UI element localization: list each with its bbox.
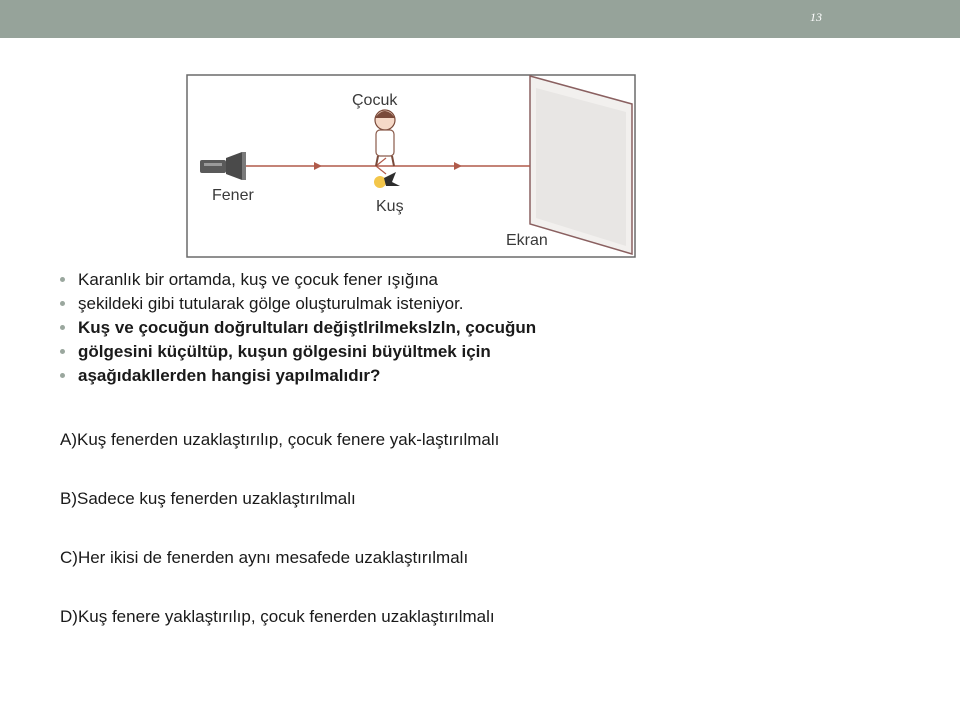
bullet-dot — [60, 325, 65, 330]
bullet-dot — [60, 301, 65, 306]
shadow-figure — [186, 74, 636, 259]
question-line: gölgesini küçültüp, kuşun gölgesini büyültmek için — [58, 340, 536, 364]
option-c[interactable]: C)Her ikisi de fenerden aynı mesafede uzaklaştırılmalı — [60, 548, 469, 567]
question-line: aşağıdakIlerden hangisi yapılmalıdır? — [58, 364, 536, 388]
header-bar — [0, 0, 960, 38]
question-text — [58, 268, 536, 388]
label-flashlight: Fener — [212, 187, 254, 204]
label-child: Çocuk — [352, 92, 398, 109]
slide-number: 13 — [810, 10, 822, 24]
label-screen: Ekran — [506, 232, 548, 249]
figure-drawing — [186, 74, 636, 259]
label-bird: Kuş — [376, 198, 404, 215]
option-a[interactable]: A)Kuş fenerden uzaklaştırılıp, çocuk fenere yak-laştırılmalı — [60, 430, 500, 449]
question-line: Kuş ve çocuğun doğrultuları değiştlrilmekslzln, çocuğun — [58, 316, 536, 340]
bullet-dot — [60, 277, 65, 282]
bullet-dot — [60, 349, 65, 354]
option-d[interactable]: D)Kuş fenere yaklaştırılıp, çocuk fenerden uzaklaştırılmalı — [60, 607, 495, 626]
question-line: Karanlık bir ortamda, kuş ve çocuk fener ışığına — [58, 268, 536, 292]
question-line: şekildeki gibi tutularak gölge oluşturulmak isteniyor. — [58, 292, 536, 316]
option-b[interactable]: B)Sadece kuş fenerden uzaklaştırılmalı — [60, 489, 356, 508]
bullet-dot — [60, 373, 65, 378]
